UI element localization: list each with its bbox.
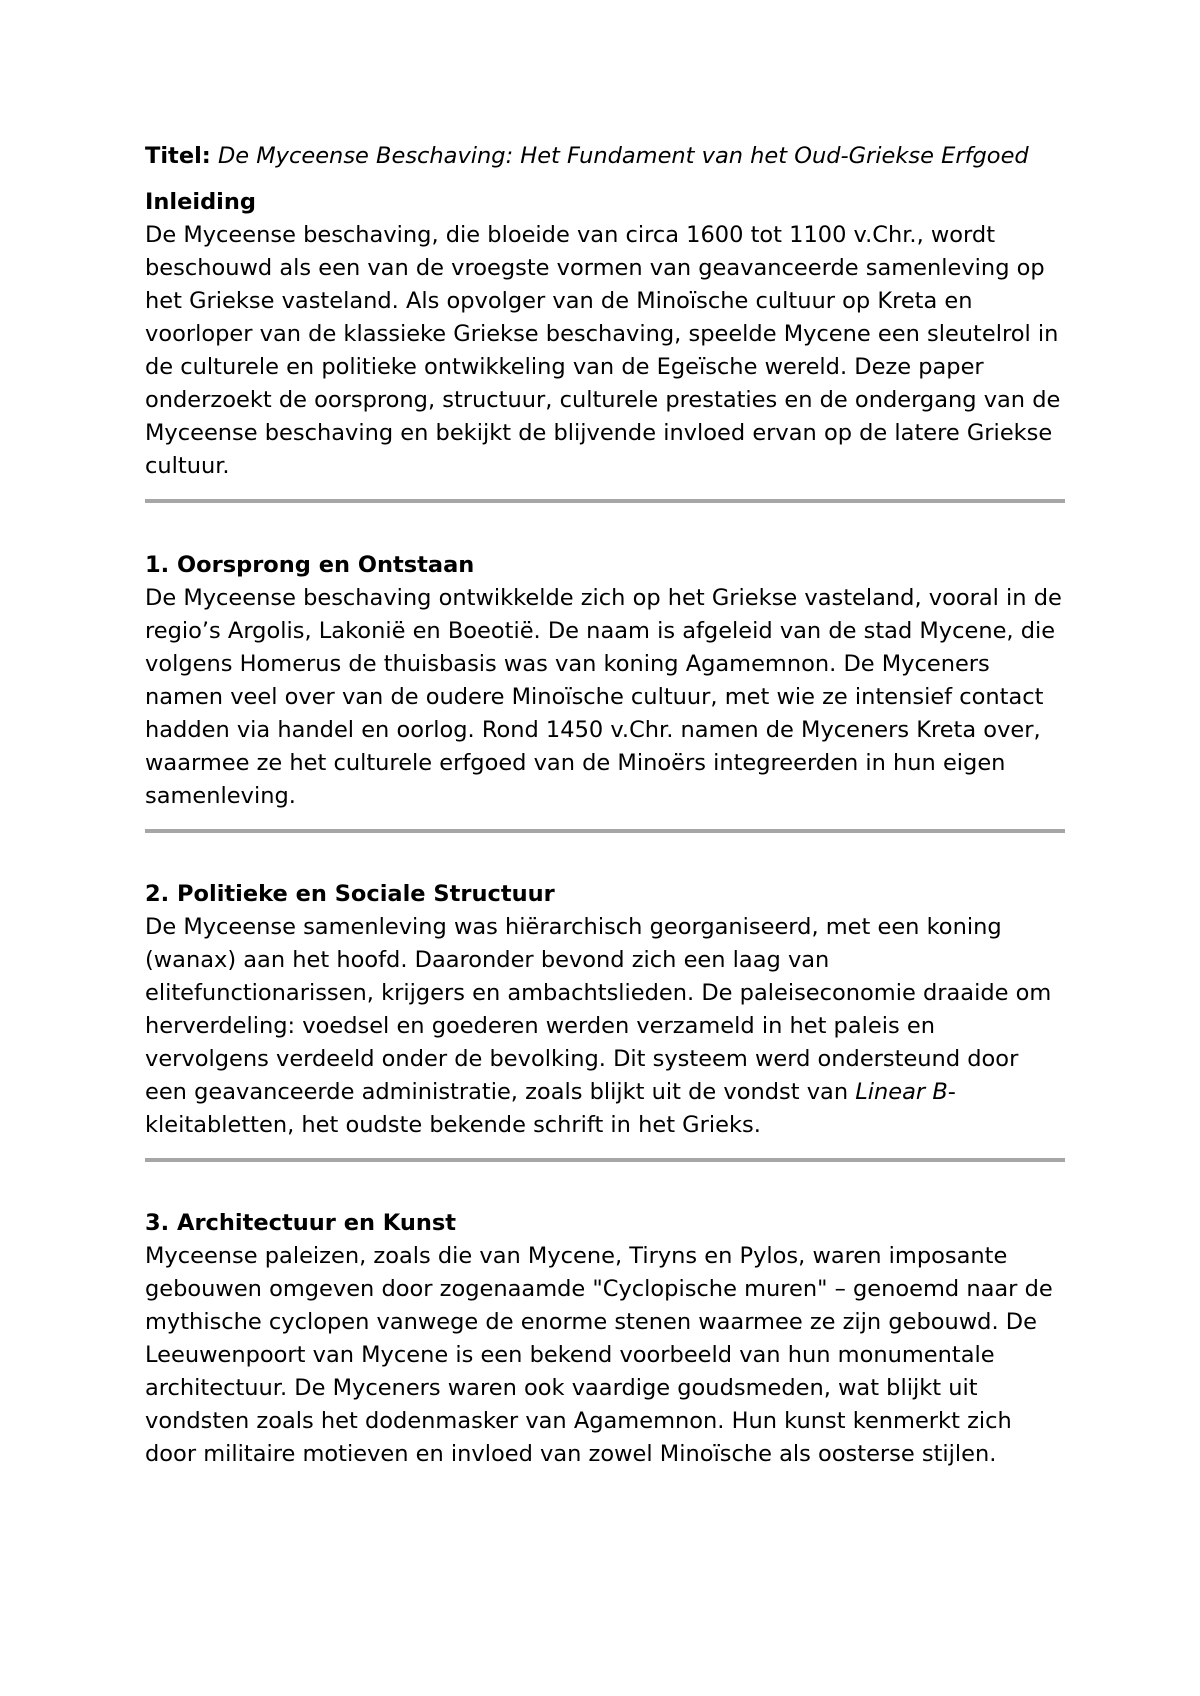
section-heading: 3. Architectuur en Kunst — [145, 1210, 457, 1236]
section-architecture-art — [145, 1207, 1065, 1471]
section-body: De Myceense beschaving ontwikkelde zich op het Griekse vasteland, vooral in de regio’s Argolis, Lakonië en Boeotië. De naam is afgeleid van de stad Mycene, die volgens Homerus de thuisbasis was van koning Agamemnon. De Myceners namen veel over van de oudere Minoïsche cultuur, met wie ze intensief contact hadden via handel en oorlog. Rond 1450 v.Chr. namen de Myceners Kreta over, waarmee ze het culturele erfgoed van de Minoërs integreerden in hun eigen samenleving. — [145, 585, 1062, 809]
section-divider — [145, 499, 1065, 503]
intro-body: De Myceense beschaving, die bloeide van circa 1600 tot 1100 v.Chr., wordt beschouwd als een van de vroegste vormen van geavanceerde samenleving op het Griekse vasteland. Als opvolger van de Minoïsche cultuur op Kreta en voorloper van de klassieke Griekse beschaving, speelde Mycene een sleutelrol in de culturele en politieke ontwikkeling van de Egeïsche wereld. Deze paper onderzoekt de oorsprong, structuur, culturele prestaties en de ondergang van de Myceense beschaving en bekijkt de blijvende invloed ervan op de latere Griekse cultuur. — [145, 222, 1061, 479]
section-body-text: De Myceense samenleving was hiërarchisch georganiseerd, met een koning (wanax) aan het hoofd. Daaronder bevond zich een laag van elitefunctionarissen, krijgers en ambachtslieden. De paleiseconomie draaide om herverdeling: voedsel en goederen werden verzameld in het paleis en vervolgens verdeeld onder de bevolking. Dit systeem werd ondersteund door een geavanceerde administratie, zoals blijkt uit de vondst van — [145, 914, 1052, 1105]
document-page — [145, 140, 1065, 1471]
document-title — [145, 140, 1065, 172]
section-body: Myceense paleizen, zoals die van Mycene, Tiryns en Pylos, waren imposante gebouwen omgeven door zogenaamde "Cyclopische muren" – genoemd naar de mythische cyclopen vanwege de enorme stenen waarmee ze zijn gebouwd. De Leeuwenpoort van Mycene is een bekend voorbeeld van hun monumentale architectuur. De Myceners waren ook vaardige goudsmeden, wat blijkt uit vondsten zoals het dodenmasker van Agamemnon. Hun kunst kenmerkt zich door militaire motieven en invloed van zowel Minoïsche als oosterse stijlen. — [145, 1243, 1053, 1467]
intro-heading: Inleiding — [145, 189, 257, 215]
section-divider — [145, 829, 1065, 833]
section-body-text: -kleitabletten, het oudste bekende schrift in het Grieks. — [145, 1079, 956, 1138]
title-text: De Myceense Beschaving: Het Fundament van het Oud-Griekse Erfgoed — [217, 143, 1029, 169]
section-heading: 1. Oorsprong en Ontstaan — [145, 552, 475, 578]
section-divider — [145, 1158, 1065, 1162]
linear-b-term: Linear B — [855, 1079, 948, 1105]
section-origin — [145, 549, 1065, 813]
section-political-structure — [145, 878, 1065, 1142]
intro-section — [145, 186, 1065, 483]
title-label: Titel: — [145, 143, 211, 169]
section-heading: 2. Politieke en Sociale Structuur — [145, 881, 555, 907]
section-body — [145, 911, 1065, 1142]
